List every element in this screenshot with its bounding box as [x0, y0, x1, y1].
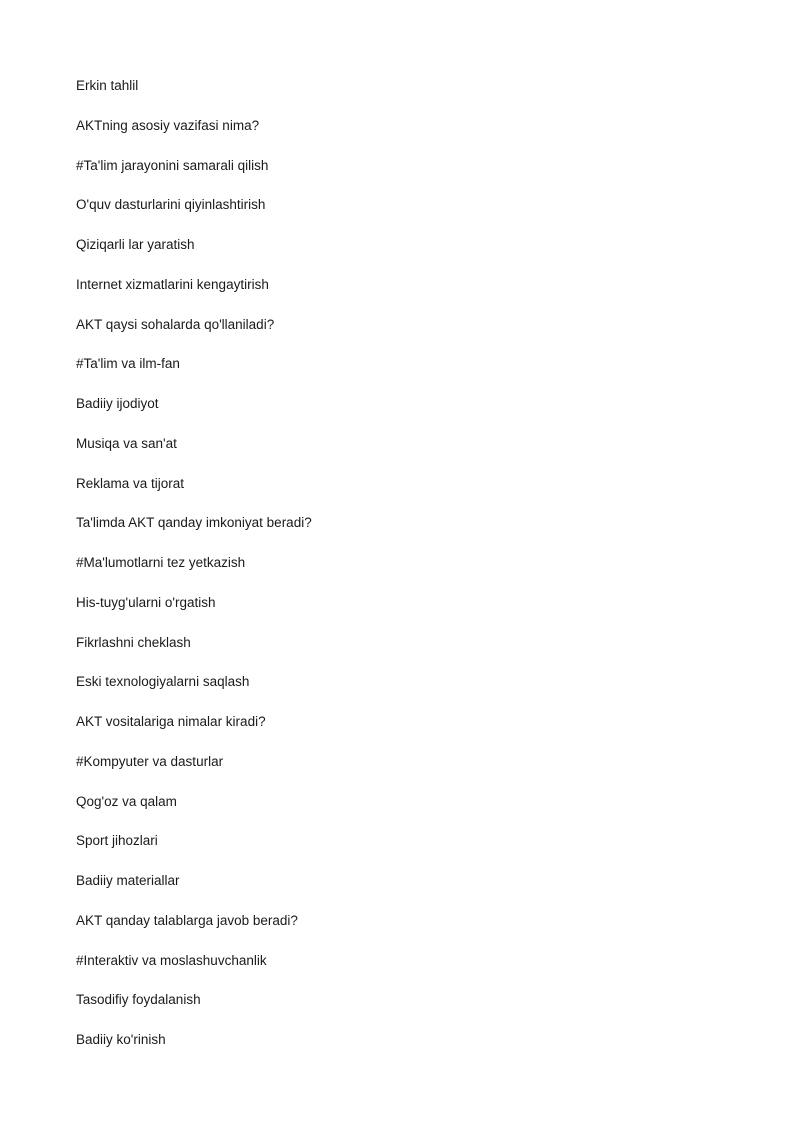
line-title: Erkin tahlil: [76, 78, 139, 93]
question-1: AKTning asosiy vazifasi nima?: [76, 117, 260, 133]
answer-correct-3: #Ma'lumotlarni tez yetkazish: [76, 555, 246, 570]
answer-option: Internet xizmatlarini kengaytirish: [76, 276, 269, 292]
answer-option: Qog'oz va qalam: [76, 793, 177, 809]
answer-option: Reklama va tijorat: [76, 475, 185, 491]
answer-option: Badiiy materiallar: [76, 873, 180, 888]
answer-option: Musiqa va san'at: [76, 435, 177, 451]
answer-correct-2: #Ta'lim va ilm-fan: [76, 356, 180, 372]
answer-option: Sport jihozlari: [76, 833, 158, 849]
answer-correct-4: #Kompyuter va dasturlar: [76, 753, 224, 769]
answer-option: His-tuyg'ularni o'rgatish: [76, 594, 216, 610]
answer-option: Fikrlashni cheklash: [76, 634, 191, 650]
answer-option: Badiiy ko'rinish: [76, 1032, 166, 1047]
question-5: AKT qanday talablarga javob beradi?: [76, 912, 298, 928]
question-2: AKT qaysi sohalarda qo'llaniladi?: [76, 316, 275, 332]
answer-option: Tasodifiy foydalanish: [76, 992, 201, 1008]
question-3: Ta'limda AKT qanday imkoniyat beradi?: [76, 515, 312, 531]
answer-option: O'quv dasturlarini qiyinlashtirish: [76, 197, 266, 213]
answer-option: Badiiy ijodiyot: [76, 396, 159, 411]
answer-option: Eski texnologiyalarni saqlash: [76, 674, 250, 690]
answer-option: Qiziqarli lar yaratish: [76, 237, 195, 252]
answer-correct-1: #Ta'lim jarayonini samarali qilish: [76, 157, 269, 173]
question-4: AKT vositalariga nimalar kiradi?: [76, 714, 266, 729]
text-lines: [76, 76, 312, 1070]
answer-correct-5: #Interaktiv va moslashuvchanlik: [76, 952, 267, 968]
